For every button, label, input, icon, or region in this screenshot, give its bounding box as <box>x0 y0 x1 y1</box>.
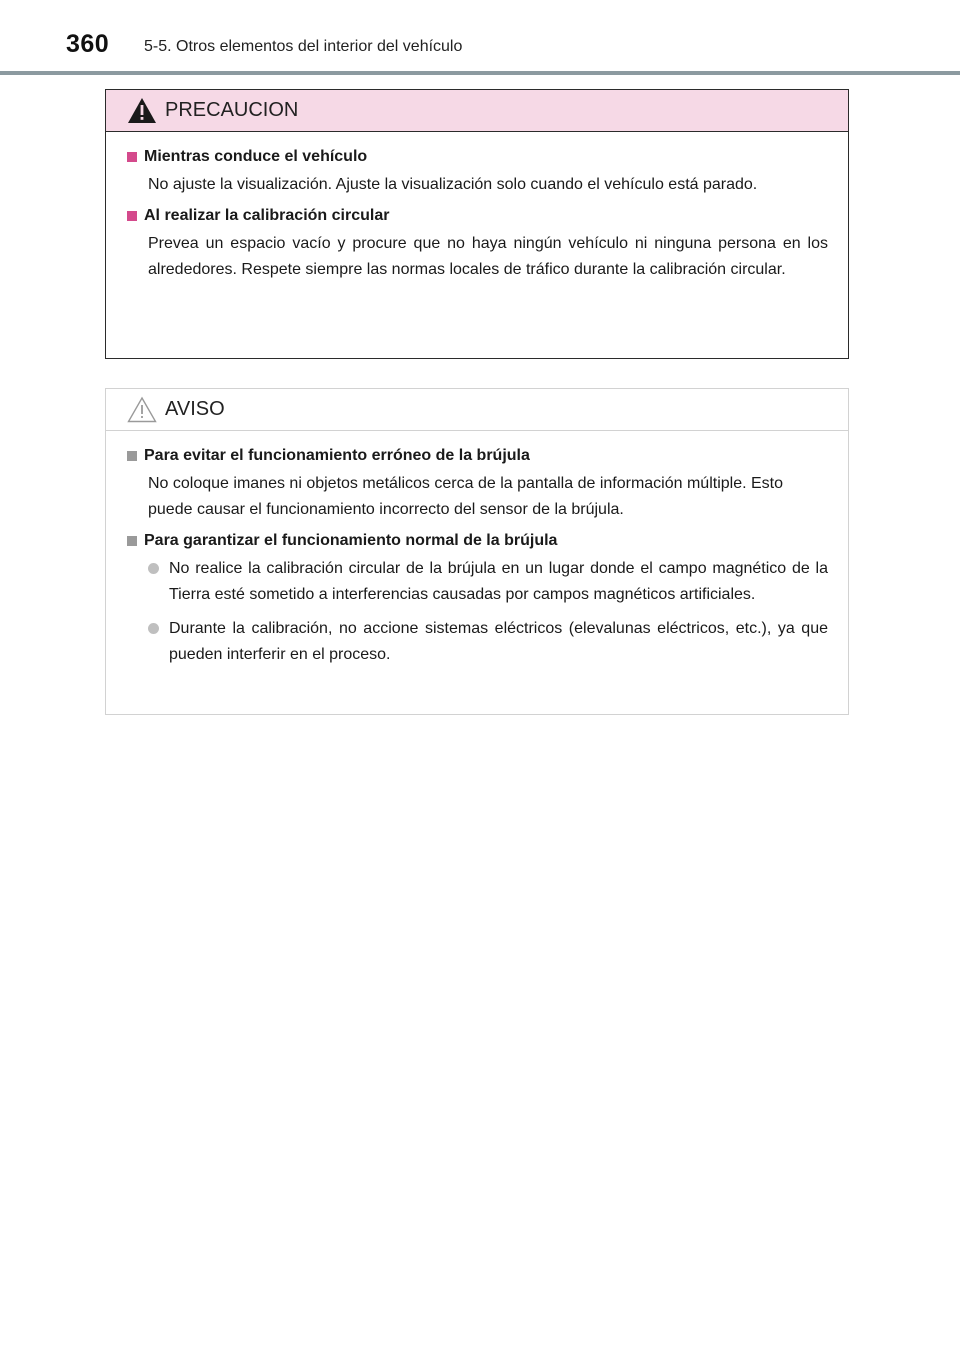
notice-item-title-text: Para garantizar el funcionamiento normal de la brújula <box>144 532 558 549</box>
circle-bullet-icon <box>148 563 159 574</box>
list-item <box>148 616 828 668</box>
section-title: 5-5. Otros elementos del interior del vehículo <box>144 38 463 55</box>
caution-item-title-text: Al realizar la calibración circular <box>144 207 390 224</box>
caution-body <box>106 132 848 283</box>
bullet-text: Durante la calibración, no accione sistemas eléctricos (elevalunas eléctricos, etc.), ya que pueden interferir en el proceso. <box>169 620 828 663</box>
header-rule <box>0 71 960 75</box>
caution-box <box>105 89 849 359</box>
caution-item-title <box>127 148 828 166</box>
notice-item-title <box>127 447 828 465</box>
warning-triangle-filled-icon <box>127 97 157 124</box>
caution-header <box>106 90 848 132</box>
notice-title: AVISO <box>165 398 225 420</box>
page-number: 360 <box>66 30 110 58</box>
notice-item-title-text: Para evitar el funcionamiento erróneo de la brújula <box>144 447 530 464</box>
caution-item-text: Prevea un espacio vacío y procure que no haya ningún vehículo ni ninguna persona en los alrededores. Respete siempre las normas locales de tráfico durante la calibración circular. <box>148 235 828 278</box>
notice-item-text: No coloque imanes ni objetos metálicos cerca de la pantalla de información múltiple. Esto puede causar el funcionamiento incorrecto del sensor de la brújula. <box>148 475 784 518</box>
bullet-text: No realice la calibración circular de la brújula en un lugar donde el campo magnético de la Tierra esté sometido a interferencias causadas por campos magnéticos artificiales. <box>169 560 828 603</box>
list-item <box>148 556 828 608</box>
square-bullet-icon <box>127 451 137 461</box>
page-header <box>0 0 960 76</box>
notice-item-title <box>127 532 828 550</box>
warning-triangle-outline-icon <box>127 396 157 423</box>
caution-item-title <box>127 207 828 225</box>
notice-header <box>106 389 848 431</box>
square-bullet-icon <box>127 152 137 162</box>
square-bullet-icon <box>127 211 137 221</box>
caution-item-text: No ajuste la visualización. Ajuste la visualización solo cuando el vehículo está parado. <box>148 176 758 193</box>
caution-title: PRECAUCION <box>165 99 299 121</box>
square-bullet-icon <box>127 536 137 546</box>
circle-bullet-icon <box>148 623 159 634</box>
notice-body <box>106 431 848 668</box>
notice-box <box>105 388 849 715</box>
caution-item-title-text: Mientras conduce el vehículo <box>144 148 368 165</box>
